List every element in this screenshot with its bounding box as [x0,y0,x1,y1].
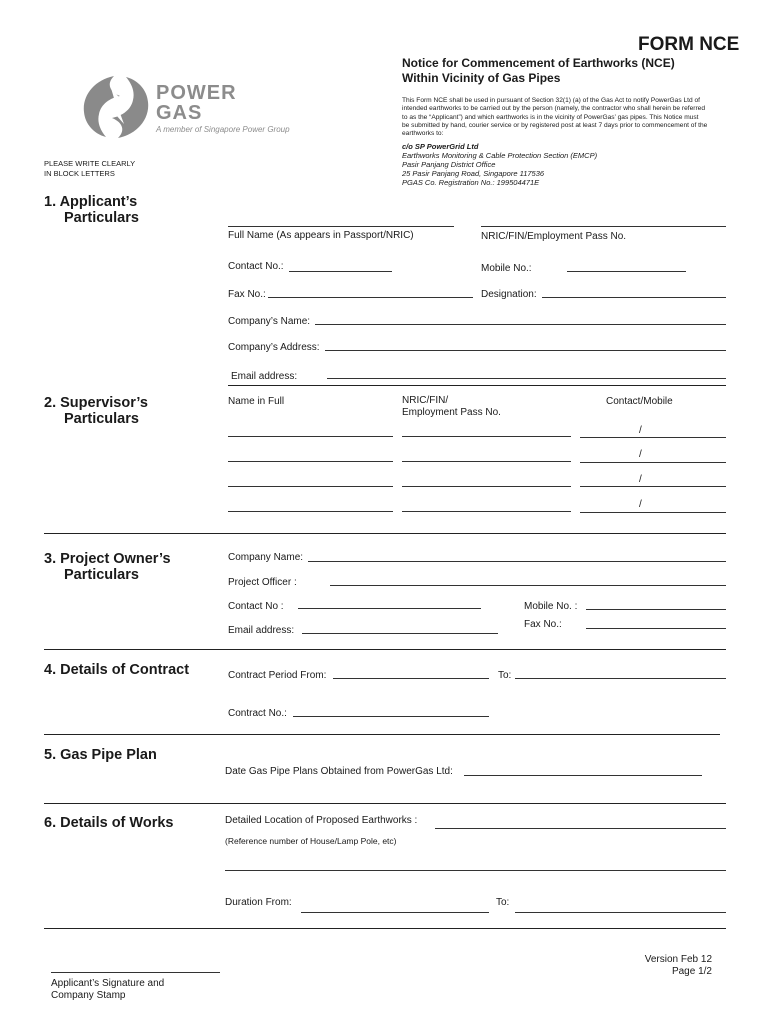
section-6-title: 6. Details of Works [44,815,174,831]
signature-label-line1: Applicant’s Signature and [51,978,165,989]
company-name-label: Company’s Name: [228,316,311,327]
company-address-field[interactable] [325,350,726,351]
owner-fax-label: Fax No.: [524,619,562,630]
block-letters-line1: PLEASE WRITE CLEARLY [44,159,136,168]
intro-line: earthworks to: [402,130,444,138]
full-name-label: Full Name (As appears in Passport/NRIC) [228,230,414,241]
supervisor-row-4-nric[interactable] [402,511,571,512]
nric-label: NRIC/FIN/Employment Pass No. [481,231,627,242]
project-officer-field[interactable] [330,585,726,586]
supervisor-contact-header: Contact/Mobile [606,396,673,407]
section-6-divider [44,928,726,929]
mobile-field[interactable] [567,271,686,272]
logo-tagline: A member of Singapore Power Group [156,125,290,134]
supervisor-row-2-contact[interactable] [580,462,726,463]
owner-contact-label: Contact No : [228,601,284,612]
supervisor-row-1-slash: / [639,425,642,436]
block-letters-note [44,159,135,179]
supervisor-row-3-name[interactable] [228,486,393,487]
powergas-logo-icon [80,74,152,140]
owner-company-name-label: Company Name: [228,552,304,563]
designation-label: Designation: [481,289,537,300]
supervisor-row-1-nric[interactable] [402,436,571,437]
contract-no-field[interactable] [293,716,489,717]
supervisor-nric-header-line2: Employment Pass No. [402,407,501,418]
supervisor-row-3-slash: / [639,474,642,485]
contract-to-label: To: [498,670,512,681]
owner-company-name-field[interactable] [308,561,726,562]
contract-period-from-field[interactable] [333,678,489,679]
powergas-logo [80,74,320,140]
section-2-divider [44,533,726,534]
signature-label-line2: Company Stamp [51,990,126,1001]
supervisor-row-3-nric[interactable] [402,486,571,487]
supervisor-row-1-name[interactable] [228,436,393,437]
address-line: Earthworks Monitoring & Cable Protection Section (EMCP) [402,151,598,160]
address-line: 25 Pasir Panjang Road, Singapore 117536 [402,169,545,178]
supervisor-row-2-nric[interactable] [402,461,571,462]
signature-field[interactable] [51,972,220,973]
section-1-divider [228,385,726,386]
notice-title-line1: Notice for Commencement of Earthworks (NCE) [402,56,675,70]
contact-label: Contact No.: [228,261,284,272]
block-letters-line2: IN BLOCK LETTERS [44,169,115,178]
owner-mobile-field[interactable] [586,609,726,610]
supervisor-row-1-contact[interactable] [580,437,726,438]
supervisor-nric-header-line1: NRIC/FIN/ [402,395,449,406]
owner-email-label: Email address: [228,625,295,636]
supervisor-row-2-name[interactable] [228,461,393,462]
address-line: Pasir Panjang District Office [402,160,496,169]
section-4-divider [44,734,720,735]
nric-field[interactable] [481,226,726,227]
gas-plan-date-label: Date Gas Pipe Plans Obtained from PowerGas Ltd: [225,766,453,777]
section-5-divider [44,803,726,804]
intro-line: This Form NCE shall be used in pursuant of Section 32(1) (a) of the Gas Act to notify PowerGas Ltd of [402,97,700,104]
supervisor-name-header: Name in Full [228,396,285,407]
contract-no-label: Contract No.: [228,708,287,719]
section-2-title-line2: Particulars [64,411,139,427]
owner-email-field[interactable] [302,633,498,634]
address-line: PGAS Co. Registration No.: 199504471E [402,178,540,187]
applicant-email-field[interactable] [327,378,726,379]
gas-plan-date-field[interactable] [464,775,702,776]
mobile-label: Mobile No.: [481,263,532,274]
fax-field[interactable] [268,297,473,298]
intro-line: be submitted by hand, courier service or by registered post at least 7 days prior to commencement of the [402,121,708,129]
fax-label: Fax No.: [228,289,266,300]
duration-to-label: To: [496,897,510,908]
section-1-title-line1: 1. Applicant’s [44,194,138,210]
supervisor-row-2-slash: / [639,449,642,460]
contract-period-from-label: Contract Period From: [228,670,327,681]
applicant-email-label: Email address: [231,371,298,382]
works-reference-note: (Reference number of House/Lamp Pole, etc) [225,836,397,846]
supervisor-row-3-contact[interactable] [580,486,726,487]
owner-contact-field[interactable] [298,608,481,609]
supervisor-row-4-name[interactable] [228,511,393,512]
logo-word-gas: GAS [156,102,203,124]
full-name-field[interactable] [228,226,454,227]
works-location-label: Detailed Location of Proposed Earthworks : [225,815,418,826]
section-1-title-line2: Particulars [64,210,139,226]
logo-word-power: POWER [156,82,237,104]
section-2-title-line1: 2. Supervisor’s [44,395,148,411]
duration-from-label: Duration From: [225,897,292,908]
designation-field[interactable] [542,297,726,298]
section-3-title-line1: 3. Project Owner’s [44,551,171,567]
contract-to-field[interactable] [515,678,726,679]
company-address-label: Company’s Address: [228,342,320,353]
works-location-field-2[interactable] [225,870,726,871]
section-5-title: 5. Gas Pipe Plan [44,747,157,763]
supervisor-row-4-contact[interactable] [580,512,726,513]
supervisor-row-4-slash: / [639,499,642,510]
company-name-field[interactable] [315,324,726,325]
address-co: c/o SP PowerGrid Ltd [402,142,479,151]
address-block [402,142,597,187]
intro-line: to as the “Applicant”) and which earthworks is in the vicinity of PowerGas’ gas pipes. This Notice must [402,113,699,121]
intro-line: intended earthworks to be carried out by the person (namely, the contractor who shall herein be referred [402,105,705,113]
section-3-divider [44,649,726,650]
version-label: Version Feb 12 [644,954,712,965]
section-3-title-line2: Particulars [64,567,139,583]
contact-field[interactable] [289,271,392,272]
form-title: FORM NCE [638,34,740,55]
intro-paragraph [402,97,732,138]
page-number: Page 1/2 [671,966,712,977]
section-4-title: 4. Details of Contract [44,662,190,678]
owner-mobile-label: Mobile No. : [524,601,578,612]
owner-fax-field[interactable] [586,628,726,629]
notice-title-line2: Within Vicinity of Gas Pipes [402,71,561,85]
works-location-field[interactable] [435,828,726,829]
duration-to-field[interactable] [515,912,726,913]
duration-from-field[interactable] [301,912,489,913]
project-officer-label: Project Officer : [228,577,297,588]
